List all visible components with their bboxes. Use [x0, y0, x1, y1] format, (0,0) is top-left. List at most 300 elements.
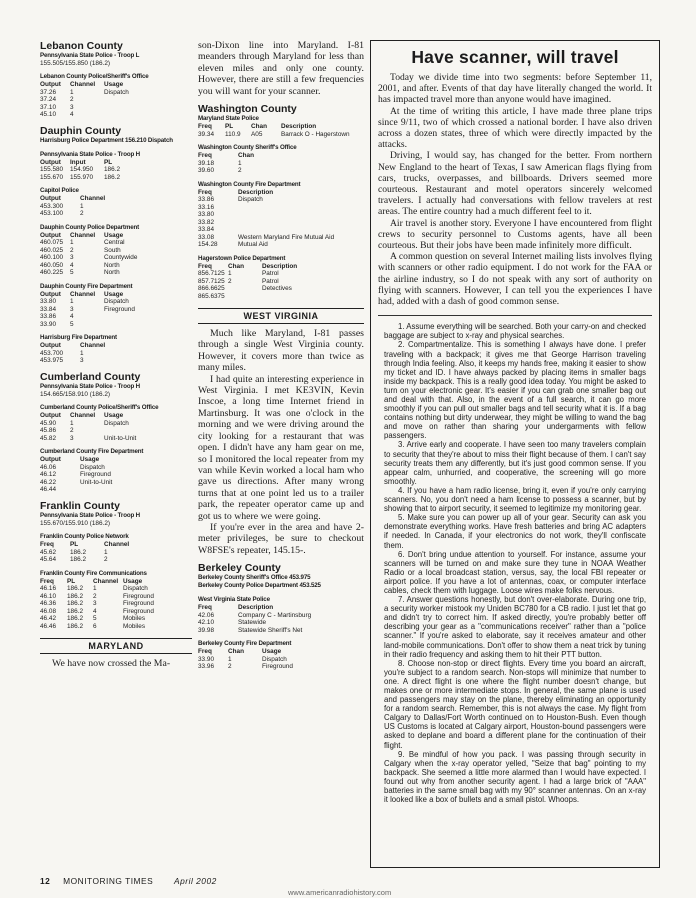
table-cell: 1: [70, 298, 74, 306]
table-cell: [238, 226, 334, 234]
table-cell: 46.36: [40, 600, 56, 608]
agency-heading: Berkeley County Fire Department: [198, 640, 292, 648]
column-header: Channel: [70, 81, 96, 89]
column-header: Chan: [228, 262, 244, 270]
table-row: [198, 211, 334, 219]
table-cell: 1: [80, 349, 84, 357]
agency-heading: Pennsylvania State Police - Troop L: [40, 52, 140, 59]
column-header: Freq: [198, 188, 212, 196]
table-row: [198, 219, 334, 227]
table-cell: 46.42: [40, 615, 56, 623]
table-cell: Statewide: [238, 619, 267, 627]
column-header: Chan: [238, 152, 254, 160]
frequency-table: [198, 604, 311, 634]
table-row: [40, 556, 144, 564]
table-cell: 33.86: [40, 313, 56, 321]
table-cell: 186.2: [104, 173, 120, 181]
column-header: PL: [104, 158, 113, 166]
column-header: Channel: [80, 342, 106, 350]
table-cell: 3: [80, 357, 84, 365]
agency-heading: Harrisburg Police Department 156.210 Dispatch: [40, 136, 173, 144]
table-cell: [104, 111, 144, 119]
table-cell: Barrack O - Hagerstown: [281, 130, 350, 138]
table-cell: 37.10: [40, 103, 56, 111]
column-header: Output: [40, 231, 61, 239]
table-row: [40, 357, 120, 365]
table-cell: 33.82: [198, 218, 214, 226]
agency-heading: West Virginia State Police: [198, 596, 270, 604]
table-cell: 1: [70, 239, 74, 247]
paragraph: At the time of writing this article, I have made three plane trips since 9/11, two of which crossed a national border. I have also driven across a dozen states, three of which were directly impacted by the attacks.: [378, 105, 652, 151]
table-row: [40, 464, 120, 472]
paragraph: Air travel is another story. Everyone I have encountered from flight crews to security personnel to Customs agents, have all been courteous. But their jobs have been made infinitely more difficult.: [378, 217, 652, 252]
tip-item: 7. Answer questions honestly, but don't over-elaborate. During one trip, a security worker mistook my Uniden BC780 for a CB radio. I just let that go and didn't try to correct him. If asked directly, you're probably better off describing your gear as a "communications receiver" rather than a "police scanner." If you're asked to elaborate, say it receives amateur and other land-mobile communications. Don't offer to show them a neat trick by tuning in their radio frequency and asking them to hit their PTT button.: [384, 595, 646, 659]
table-row: [198, 656, 302, 664]
table-cell: 866.6625: [198, 285, 225, 293]
table-cell: 33.16: [198, 203, 214, 211]
paragraph: We have now crossed the Ma-: [52, 658, 171, 670]
table-cell: Mutual Aid: [238, 241, 268, 249]
agency-heading: Washington County Sheriff's Office: [198, 144, 297, 152]
column-header: Freq: [40, 541, 54, 549]
paragraph: Today we divide time into two segments: before September 11, 2001, and after. Events of that day have literally changed the world. It has impacted travel more than anyone would have imagined.: [378, 72, 652, 106]
table-cell: 186.2: [67, 622, 83, 630]
table-cell: Fireground: [262, 663, 293, 671]
table-cell: 39.34: [198, 130, 214, 138]
agency-heading: Franklin County Fire Communications: [40, 569, 147, 577]
table-cell: Fireground: [80, 471, 111, 479]
table-cell: 2: [70, 427, 74, 435]
table-cell: 33.84: [198, 226, 214, 234]
table-cell: 154.28: [198, 241, 218, 249]
table-row: [40, 306, 144, 314]
table-cell: 2: [80, 210, 84, 218]
table-cell: 453.700: [40, 349, 64, 357]
table-cell: 33.84: [40, 305, 56, 313]
column-header: Description: [281, 123, 317, 131]
table-cell: Statewide Sheriff's Net: [238, 626, 303, 634]
table-cell: 2: [93, 592, 97, 600]
table-cell: 857.7125: [198, 277, 225, 285]
table-cell: 33.90: [198, 655, 214, 663]
agency-heading: Berkeley County Police Department 453.525: [198, 582, 321, 590]
table-cell: 46.12: [40, 471, 56, 479]
table-row: [40, 427, 144, 435]
agency-heading: Maryland State Police: [198, 115, 259, 123]
table-cell: [80, 486, 120, 494]
table-cell: 460.100: [40, 254, 64, 262]
table-row: [198, 241, 334, 249]
frequency-table: [40, 541, 144, 564]
table-cell: Dispatch: [104, 88, 129, 96]
column-header: Chan: [251, 123, 267, 131]
table-cell: 46.10: [40, 592, 56, 600]
table-cell: 39.60: [198, 167, 214, 175]
table-row: [40, 593, 173, 601]
table-cell: 865.6375: [198, 292, 225, 300]
agency-heading: Cumberland County Police/Sheriff's Office: [40, 404, 159, 412]
agency-heading: Franklin County Police Network: [40, 533, 129, 541]
table-cell: [262, 293, 302, 301]
page-number: 12: [40, 876, 51, 886]
table-cell: 5: [70, 269, 74, 277]
paragraph: Driving, I would say, has changed for the better. From northern New England to the heart of Texas, I saw American flags flying from cars, trucks, overpasses, and billboards. Drivers seemed more courteous. Restaurant and motel operators sincerely welcomed travelers. I actually had conversations with fellow travelers at rest areas. The entire country had a much different feel to it.: [378, 150, 652, 218]
table-row: [40, 585, 173, 593]
frequency-table: [40, 81, 144, 119]
table-cell: 453.300: [40, 202, 64, 210]
table-cell: [228, 293, 262, 301]
table-row: [198, 285, 302, 293]
table-cell: 33.90: [40, 320, 56, 328]
table-cell: 186.2: [67, 607, 83, 615]
table-cell: 3: [93, 600, 97, 608]
table-cell: Mobiles: [123, 615, 146, 623]
column-header: Chan: [228, 648, 244, 656]
section-heading: MARYLAND: [40, 638, 192, 654]
column-header: Usage: [104, 412, 124, 420]
column-header: Usage: [104, 290, 124, 298]
column-header: Freq: [198, 123, 212, 131]
county-heading: Franklin County: [40, 499, 120, 512]
table-cell: 42.10: [198, 619, 214, 627]
table-row: [198, 196, 334, 204]
source-url: www.americanradiohistory.com: [288, 888, 392, 897]
table-cell: Dispatch: [80, 463, 105, 471]
agency-heading: Harrisburg Fire Department: [40, 334, 117, 342]
table-row: [40, 262, 144, 270]
table-row: [198, 627, 311, 635]
frequency-table: [40, 456, 120, 494]
column-header: Output: [40, 342, 61, 350]
frequency-table: [40, 412, 144, 442]
agency-heading: Hagerstown Police Department: [198, 254, 286, 262]
table-cell: 1: [80, 202, 84, 210]
table-cell: 37.24: [40, 96, 56, 104]
frequency-table: [198, 648, 302, 671]
travel-tips-list: [378, 315, 652, 804]
table-cell: Dispatch: [104, 298, 129, 306]
table-cell: 1: [238, 159, 242, 167]
agency-heading: Berkeley County Sheriff's Office 453.975: [198, 574, 311, 582]
frequency-line: 155.505/155.850 (186.2): [40, 60, 111, 67]
table-cell: 3: [70, 103, 74, 111]
county-heading: Cumberland County: [40, 370, 141, 383]
county-heading: Lebanon County: [40, 40, 123, 52]
table-cell: 33.86: [198, 196, 214, 204]
table-cell: Fireground: [123, 592, 154, 600]
sidebar-article: [370, 40, 660, 868]
column-header: Output: [40, 456, 61, 464]
table-cell: 1: [104, 548, 108, 556]
table-cell: 2: [228, 277, 232, 285]
column-header: Freq: [198, 262, 212, 270]
table-cell: 4: [70, 313, 74, 321]
column-header: Description: [262, 262, 298, 270]
table-row: [198, 226, 334, 234]
frequency-table: [198, 263, 302, 301]
agency-heading: Pennsylvania State Police - Troop H: [40, 150, 140, 158]
table-cell: 155.580: [40, 166, 64, 174]
table-cell: 42.06: [198, 611, 214, 619]
column-header: Description: [238, 188, 274, 196]
table-cell: Dispatch: [104, 419, 129, 427]
table-cell: 6: [93, 622, 97, 630]
table-cell: 2: [238, 167, 242, 175]
table-cell: 4: [93, 607, 97, 615]
table-row: [40, 608, 173, 616]
table-cell: 186.2: [70, 556, 86, 564]
table-cell: Fireground: [123, 600, 154, 608]
frequency-table: [40, 195, 120, 218]
paragraph: son-Dixon line into Maryland. I-81 meanders through Maryland for less than eleven miles and only one county. However, there are still a few frequencies you will want for your scanner.: [198, 40, 364, 97]
table-row: [40, 623, 173, 631]
table-row: [198, 160, 278, 168]
table-cell: [238, 204, 334, 212]
table-row: [198, 270, 302, 278]
table-cell: 33.96: [198, 663, 214, 671]
agency-heading: Dauphin County Police Department: [40, 223, 140, 231]
table-row: [198, 663, 302, 671]
table-row: [40, 239, 144, 247]
paragraph: Much like Maryland, I-81 passes through a single West Virginia county. However, it covers more than twice as many miles.: [198, 328, 364, 374]
table-cell: 33.80: [40, 298, 56, 306]
table-row: [40, 203, 120, 211]
column-header: Channel: [70, 231, 96, 239]
table-cell: 5: [70, 320, 74, 328]
agency-heading: Pennsylvania State Police - Troop H: [40, 511, 140, 519]
table-cell: 45.64: [40, 556, 56, 564]
frequency-table: [40, 159, 144, 182]
column-header: Usage: [104, 81, 124, 89]
table-row: [40, 549, 144, 557]
table-cell: 45.62: [40, 548, 56, 556]
table-cell: 3: [70, 434, 74, 442]
table-row: [40, 247, 144, 255]
article-text: [198, 40, 364, 97]
table-cell: 3: [70, 254, 74, 262]
column-header: Output: [40, 158, 61, 166]
column-header: Usage: [80, 456, 100, 464]
column-header: Channel: [80, 195, 106, 203]
frequency-table: [198, 189, 334, 249]
table-cell: Fireground: [123, 607, 154, 615]
table-cell: Unit-to-Unit: [80, 478, 113, 486]
table-cell: 33.08: [198, 233, 214, 241]
table-cell: Patrol: [262, 270, 279, 278]
column-header: PL: [70, 541, 79, 549]
table-cell: 460.050: [40, 261, 64, 269]
table-row: [40, 471, 120, 479]
table-cell: [104, 104, 144, 112]
table-cell: 46.22: [40, 478, 56, 486]
table-cell: 186.2: [70, 548, 86, 556]
table-cell: 856.7125: [198, 270, 225, 278]
table-cell: 39.18: [198, 159, 214, 167]
table-cell: Dispatch: [123, 585, 148, 593]
column-header: Usage: [123, 577, 143, 585]
tip-item: 2. Compartmentalize. This is something I always have done. I prefer traveling with a backpack; it gives me that George Harrison traveling through India feeling. Also, it keeps my hands free, making it easier to show my ticket and ID. I have always packed by placing items in smaller bags inside my backpack. This is a really good idea today. You might be asked to turn on your electronic gear. It's easier if you can grab one smaller bag out and deal with that. Also, in the event of a full search, it can go more smoothly if you can pull out smaller bags and tell security what it is. If a bag contains nothing but dirty underwear, they might be willing to wand the bag and move on rather than sharing your undergarments with fellow passengers.: [384, 340, 646, 441]
agency-heading: Dauphin County Fire Department: [40, 282, 133, 290]
table-cell: 110.9: [225, 130, 241, 138]
table-row: [40, 254, 144, 262]
table-cell: 45.82: [40, 434, 56, 442]
table-cell: [104, 321, 144, 329]
tip-item: 6. Don't bring undue attention to yourself. For instance, assume your scanners will be turned on and make sure they tune in NOAA Weather Radio or a local broadcast station, versus, say, the local FBI repeater or airport police. If you have a lot of antennas, coax, or computer interface cables, check them with luggage. Loose wires make folks nervous.: [384, 549, 646, 595]
table-cell: 2: [70, 246, 74, 254]
column-header: Description: [238, 604, 274, 612]
column-header: PL: [225, 123, 234, 131]
table-row: [198, 619, 311, 627]
table-cell: Countywide: [104, 254, 138, 262]
table-cell: Dispatch: [238, 196, 263, 204]
column-header: Channel: [93, 577, 119, 585]
table-cell: 37.26: [40, 88, 56, 96]
table-cell: 33.80: [198, 211, 214, 219]
table-row: [198, 278, 302, 286]
table-row: [40, 96, 144, 104]
table-cell: Patrol: [262, 277, 279, 285]
table-cell: 453.975: [40, 357, 64, 365]
article-text: [198, 522, 364, 556]
column-header: Freq: [198, 152, 212, 160]
table-row: [40, 435, 144, 443]
table-cell: 460.225: [40, 269, 64, 277]
table-cell: 46.16: [40, 585, 56, 593]
table-cell: Western Maryland Fire Mutual Aid: [238, 233, 335, 241]
table-cell: 186.2: [67, 592, 83, 600]
section-heading: WEST VIRGINIA: [198, 308, 364, 324]
column-header: Freq: [198, 648, 212, 656]
table-row: [40, 420, 144, 428]
table-row: [40, 89, 144, 97]
table-cell: 155.970: [70, 173, 94, 181]
table-cell: 2: [228, 663, 232, 671]
table-cell: 1: [70, 88, 74, 96]
frequency-table: [40, 291, 144, 329]
table-cell: 45.86: [40, 427, 56, 435]
sidebar-intro: [378, 72, 652, 307]
middle-column: [198, 40, 364, 671]
table-cell: 154.950: [70, 166, 94, 174]
table-row: [40, 600, 173, 608]
tip-item: 3. Arrive early and cooperate. I have seen too many travelers complain to security that they're about to miss their flight because of them. I can't say security treats them any differently, but it's just good common sense. If you appear calm, unhurried, and cooperative, the screening will go more smoothly.: [384, 440, 646, 486]
tip-item: 5. Make sure you can power up all of your gear. Security can ask you demonstrate everything works. Have fresh batteries and bring AC adapters if needed. In Canada, if your electronics do not work, they'll confiscate them.: [384, 513, 646, 550]
table-cell: 460.075: [40, 239, 64, 247]
table-cell: 4: [70, 111, 74, 119]
table-row: [40, 479, 120, 487]
table-cell: 186.2: [67, 600, 83, 608]
frequency-line: 155.670/155.910 (186.2): [40, 519, 111, 527]
table-row: [40, 174, 144, 182]
table-cell: [104, 427, 144, 435]
table-row: [40, 486, 120, 494]
table-cell: 1: [93, 585, 97, 593]
table-cell: [238, 219, 334, 227]
agency-heading: Lebanon County Police/Sheriff's Office: [40, 73, 149, 81]
issue-date: April 2002: [174, 876, 217, 886]
column-header: Output: [40, 412, 61, 420]
table-cell: Dispatch: [262, 655, 287, 663]
table-row: [40, 111, 144, 119]
table-cell: South: [104, 246, 121, 254]
frequency-table: [40, 232, 144, 277]
page-footer: [40, 876, 217, 886]
county-heading: Washington County: [198, 103, 297, 116]
agency-heading: Washington County Fire Department: [198, 180, 301, 188]
table-cell: Fireground: [104, 305, 135, 313]
table-cell: 2: [104, 556, 108, 564]
tip-item: 8. Choose non-stop or direct flights. Every time you board an aircraft, you're subject to a random search. Non-stops will minimize that number to one. A direct flight is one where the flight number doesn't change, but makes one or more intermediate stops. In general, the same plane is used and passengers may stay on the plane, thereby eliminating an opportunity for a random search. Remember, this is not always the case. My flight from Calgary to Dallas/Fort Worth continued on to Houston-Bush. Even though US Customs is located at Calgary airport, Houston-bound passengers were asked to deplane and board a different plane for the continuation of their flight.: [384, 658, 646, 750]
table-cell: 45.90: [40, 419, 56, 427]
table-cell: 186.2: [67, 585, 83, 593]
table-cell: 1: [228, 655, 232, 663]
table-row: [40, 313, 144, 321]
column-header: Usage: [104, 231, 124, 239]
paragraph: A common question on several Internet mailing lists involves flying with scanners or other radio equipment. I do not work for the FAA or the airline industry, so I do not speak with any sort of authority on flying with scanners. However, I can tell you the experiences I have had, added with a dash of good common sense.: [378, 251, 652, 308]
table-cell: 46.06: [40, 463, 56, 471]
table-row: [40, 298, 144, 306]
tip-item: 4. If you have a ham radio license, bring it, even if you're only carrying scanners. No, you don't need a ham license to possess a scanner, but by showing that to airport security, it seemed to legitimize my monitoring gear.: [384, 485, 646, 514]
tip-item: 9. Be mindful of how you pack. I was passing through security in Calgary when the x-ray operator yelled, "Seize that bag" pointing to my backpack. She seemed a little more alarmed than I would have expected. I found out why from another security agent. I had a large brick of "AAA" batteries in the same small bag with my 90° scanner antennas. On an x-ray it looked like a box of bullets and a small pistol. Whoops.: [384, 749, 646, 805]
county-heading: Dauphin County: [40, 124, 122, 137]
table-row: [40, 166, 144, 174]
agency-heading: Capitol Police: [40, 187, 79, 195]
article-text: [198, 374, 364, 522]
table-row: [198, 293, 302, 301]
table-cell: North: [104, 261, 120, 269]
table-cell: Company C - Martinsburg: [238, 611, 312, 619]
table-cell: 46.46: [40, 622, 56, 630]
table-cell: 453.100: [40, 210, 64, 218]
table-cell: Detectives: [262, 285, 292, 293]
table-cell: A05: [251, 130, 263, 138]
table-cell: 3: [70, 305, 74, 313]
frequency-table: [198, 123, 350, 138]
table-cell: [104, 313, 144, 321]
table-cell: Mobiles: [123, 622, 146, 630]
article-text: [198, 328, 364, 374]
column-header: Freq: [40, 577, 54, 585]
table-cell: 4: [70, 261, 74, 269]
table-cell: 46.08: [40, 607, 56, 615]
table-cell: 5: [93, 615, 97, 623]
table-cell: Central: [104, 239, 125, 247]
table-row: [198, 167, 278, 175]
table-cell: 2: [70, 96, 74, 104]
frequency-line: 154.665/158.910 (186.2): [40, 390, 111, 398]
table-cell: 1: [70, 419, 74, 427]
left-column: [40, 40, 192, 670]
table-row: [198, 612, 311, 620]
column-header: Freq: [198, 604, 212, 612]
table-cell: 39.98: [198, 626, 214, 634]
table-cell: 45.10: [40, 111, 56, 119]
table-cell: [228, 285, 262, 293]
article-text: [40, 658, 192, 669]
table-row: [40, 321, 144, 329]
table-cell: 155.670: [40, 173, 64, 181]
paragraph: If you're ever in the area and have 2-meter privileges, be sure to checkout W8FSE's repeater, 145.15-.: [198, 521, 364, 556]
table-row: [40, 615, 173, 623]
column-header: Output: [40, 195, 61, 203]
column-header: Output: [40, 81, 61, 89]
table-cell: 460.025: [40, 246, 64, 254]
column-header: Output: [40, 290, 61, 298]
table-cell: 1: [228, 270, 232, 278]
table-row: [198, 234, 334, 242]
agency-heading: Cumberland County Fire Department: [40, 448, 144, 456]
table-row: [40, 269, 144, 277]
